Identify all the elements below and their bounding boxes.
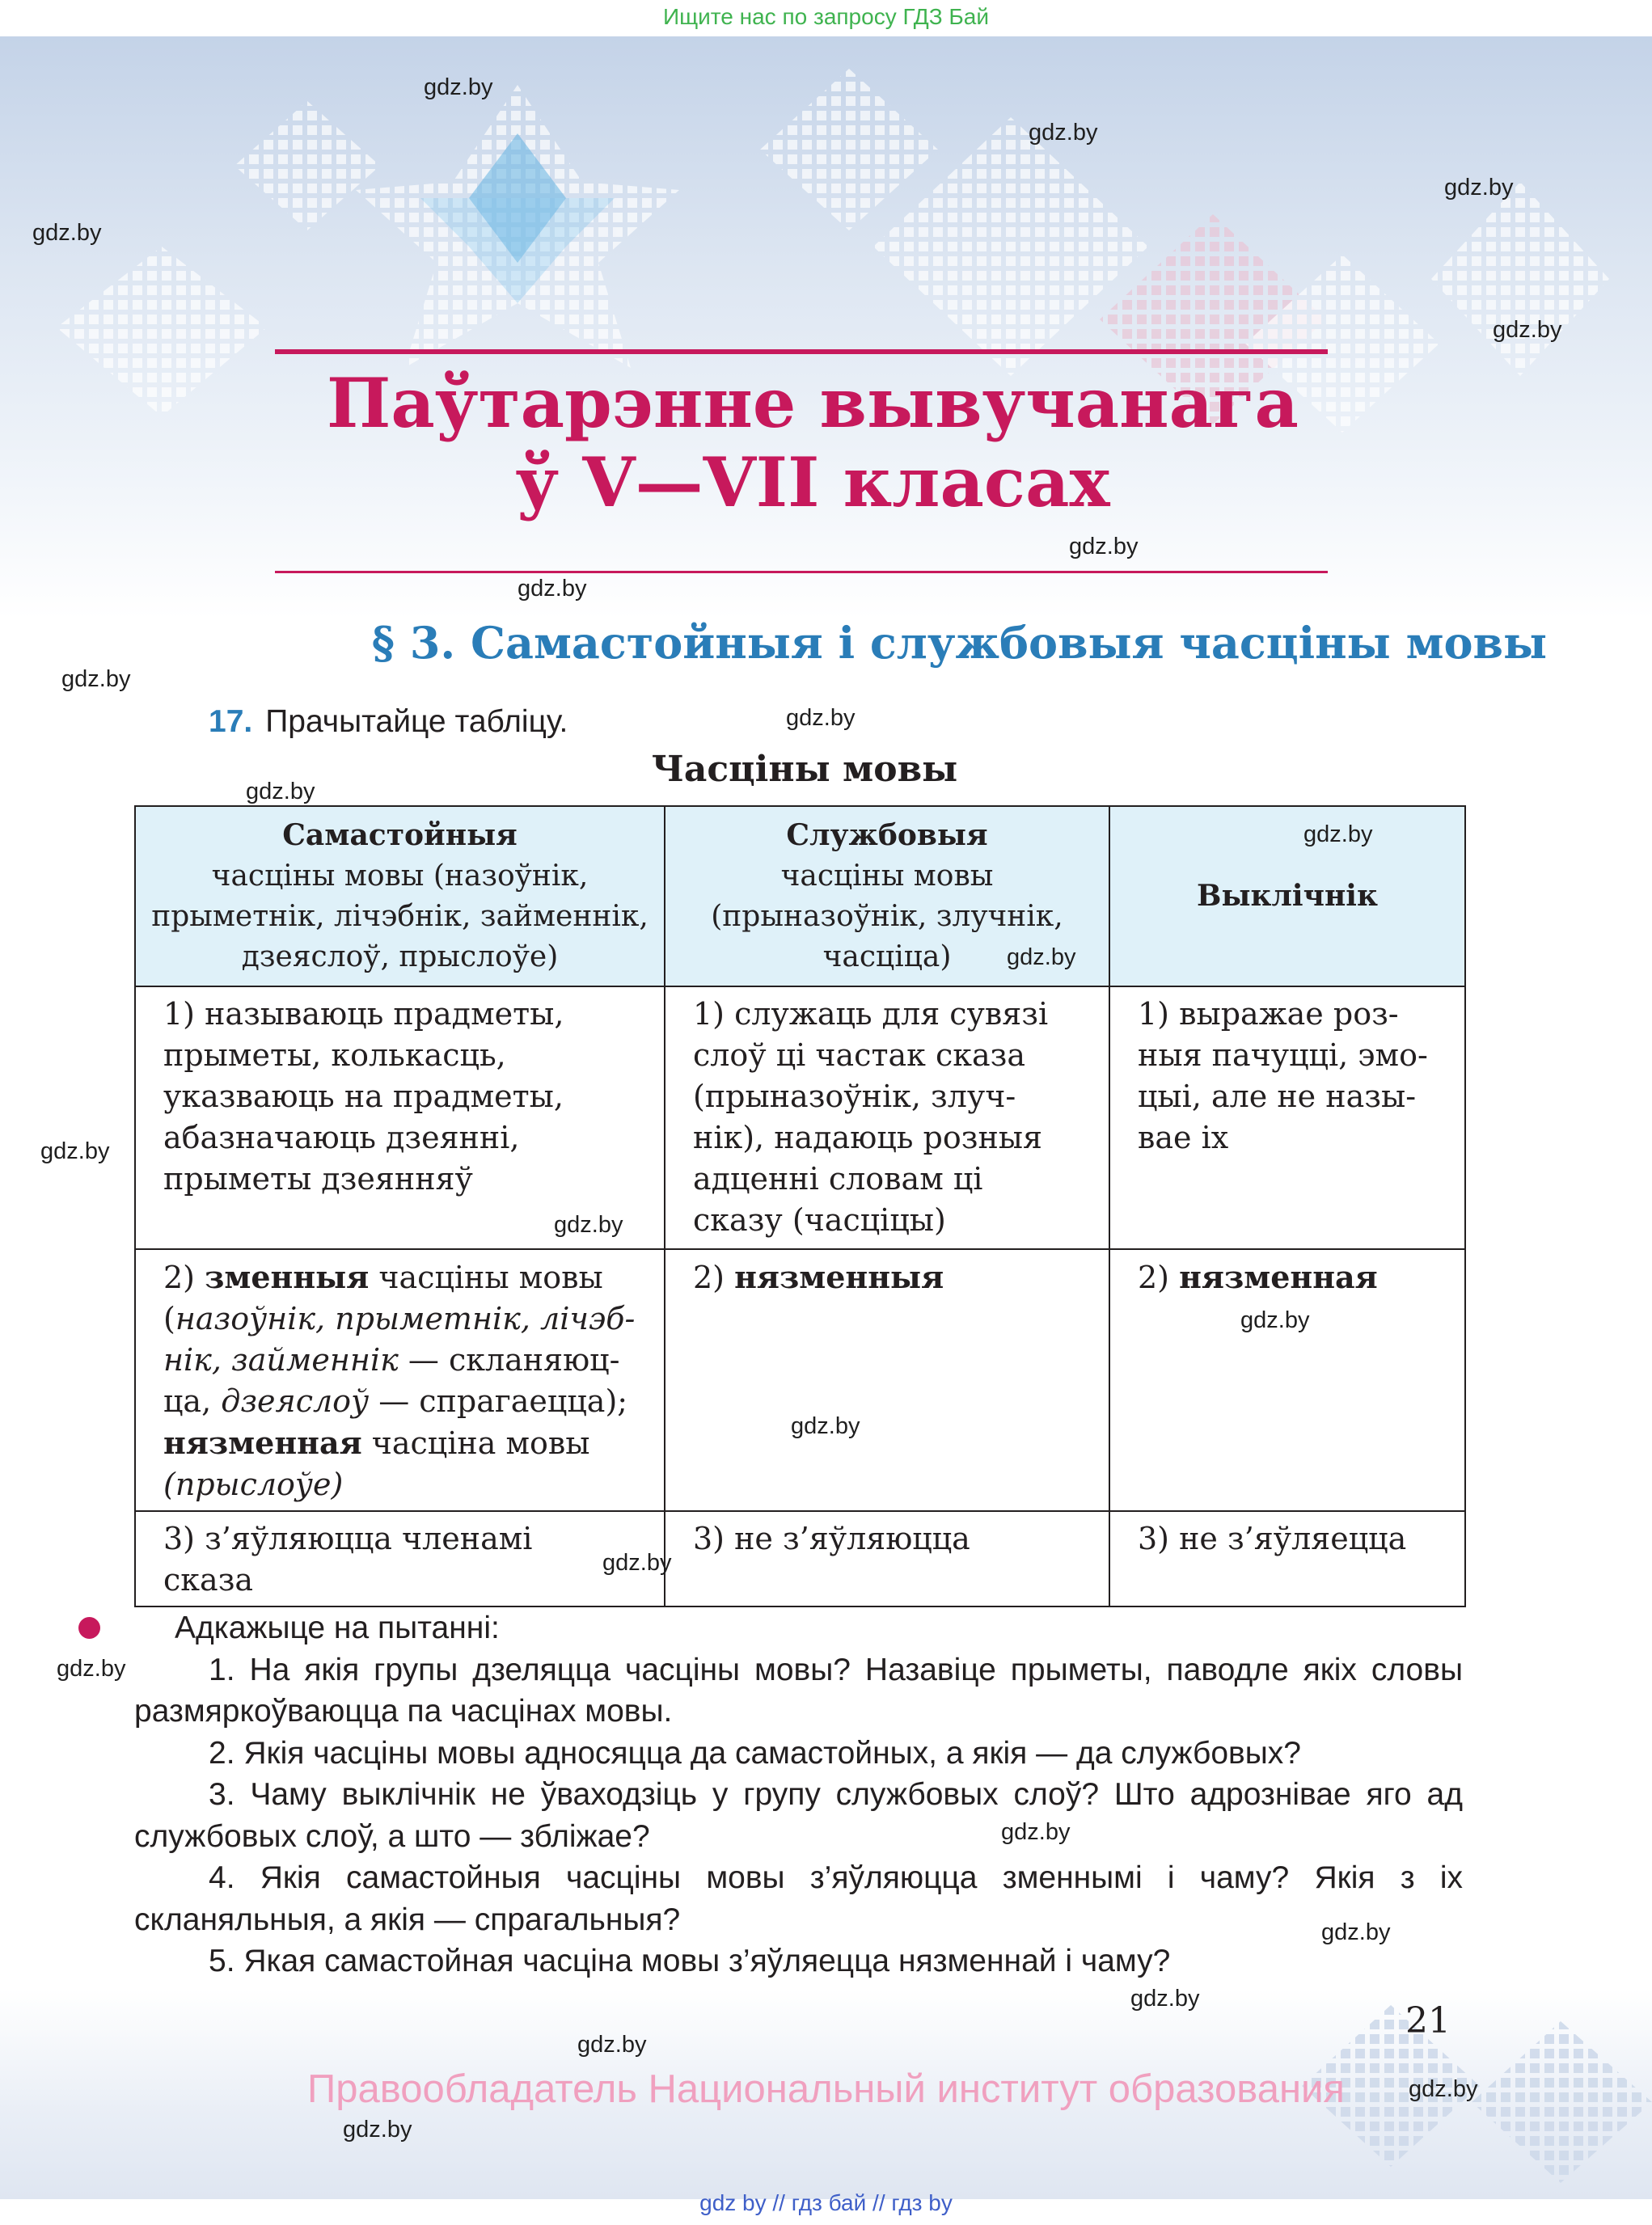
cell-italic: нік, займеннік [163,1342,399,1378]
watermark: gdz.by [1493,317,1562,343]
cell-line: (прыназоўнік, злуч- [693,1079,1016,1114]
cell-text: 2) [163,1260,205,1295]
table-cell [665,986,1109,1249]
cell-line: сказа [163,1562,254,1598]
section-title [0,614,1652,671]
header-line: часціны мовы (назоўнік, [211,859,589,893]
title-rule-bottom [275,571,1328,573]
cell-text: 2) [1138,1260,1180,1295]
questions-lead: Адкажыце на пытанні: [175,1611,500,1645]
exercise-17 [209,702,568,742]
cell-text: ( [163,1301,175,1336]
chapter-title-line-2: ў V—VII класах [515,442,1110,522]
table-row [135,1249,1465,1511]
questions-block [134,1607,1463,1982]
watermark: gdz.by [1069,534,1139,559]
cell-text: — скланяюц- [398,1342,620,1378]
cell-line: абазначаюць дзеянні, [163,1120,520,1155]
cell-bold: нязменная [1179,1259,1378,1295]
cell-line: 3) з’яўляюцца членамі [163,1521,533,1556]
header-title: Самастойныя [282,818,518,852]
chapter-title-line-1: Паўтарэнне вывучанага [327,363,1299,443]
cell-line: 1) служаць для сувязі [693,996,1049,1032]
header-ornament [0,36,1652,619]
watermark: gdz.by [32,220,102,246]
cell-bold: нязменная [163,1425,362,1461]
table-row [135,986,1465,1249]
watermark: gdz.by [1321,1919,1391,1945]
cell-line: вае іх [1138,1120,1229,1155]
table-caption: Часціны мовы [651,749,958,790]
cell-line: указваюць на прадметы, [163,1079,564,1114]
exercise-instruction: Прачытайце табліцу. [265,704,568,739]
cell-line: 3) не з’яўляецца [1138,1521,1407,1556]
watermark: gdz.by [40,1138,110,1164]
watermark: gdz.by [246,779,315,804]
header-interjection [1109,806,1465,986]
header-independent [135,806,665,986]
cell-italic: дзеяслоў [221,1383,370,1419]
header-line: часціца) [822,940,952,973]
watermark: gdz.by [1029,120,1098,146]
top-search-link[interactable]: Ищите нас по запросу ГДЗ Бай [662,4,990,29]
watermark: gdz.by [554,1212,623,1238]
table-cell [1109,1511,1465,1606]
cell-line: слоў ці частак сказа [693,1037,1026,1073]
cell-line: нік), надаюць розныя [693,1120,1043,1155]
copyright-watermark: Правообладатель Национальный институт образования [307,2067,1345,2111]
table-cell [665,1249,1109,1511]
header-line: (прыназоўнік, злучнік, [711,900,1063,933]
bullet-icon [78,1617,100,1639]
table-cell [1109,1249,1465,1511]
watermark: gdz.by [1409,2076,1478,2102]
cell-italic: (прыслоўе) [163,1467,344,1502]
title-rule-top [275,349,1328,354]
question-item: 1. На якія групы дзеляцца часціны мовы? Назавіце прыметы, паводле якіх словы размяркоўваюцца па часцінах мовы. [134,1652,1463,1729]
cell-bold: зменныя [205,1259,370,1295]
watermark: gdz.by [518,576,587,602]
question-item: 3. Чаму выклічнік не ўваходзіць у групу службовых слоў? Што адрознівае яго ад службовых слоў, а што — збліжае? [134,1777,1463,1854]
cell-line: ныя пачуцці, эмо- [1138,1037,1428,1073]
watermark: gdz.by [1007,944,1076,970]
cell-bold: нязменныя [734,1259,944,1295]
exercise-number: 17. [209,704,253,739]
cell-text: ца, [163,1383,222,1419]
cell-text: — спрагаецца); [369,1383,628,1419]
watermark: gdz.by [791,1413,860,1439]
table-cell [135,1511,665,1606]
cell-italic: назоўнік, прыметнік, лічэб- [175,1301,636,1336]
bottom-links[interactable]: gdz by // гдз бай // гдз by [699,2190,953,2215]
header-title: Службовыя [786,818,988,852]
table-cell [135,1249,665,1511]
table-header-row [135,806,1465,986]
table-cell [1109,986,1465,1249]
watermark: gdz.by [602,1550,672,1576]
cell-line: прыметы дзеянняў [163,1161,473,1197]
watermark: gdz.by [57,1656,126,1682]
watermark: gdz.by [61,666,131,692]
watermark: gdz.by [1303,821,1373,847]
cell-line: 1) выражае роз- [1138,996,1399,1032]
cell-text: 2) [693,1260,735,1295]
header-line: дзеяслоў, прыслоўе) [241,940,559,973]
watermark: gdz.by [1001,1819,1071,1845]
header-line: часціны мовы [780,859,994,893]
watermark: gdz.by [577,2032,647,2058]
watermark: gdz.by [1444,175,1514,201]
cell-line: сказу (часціцы) [693,1202,946,1238]
watermark: gdz.by [786,705,856,731]
section-title-text: § 3. Самастойныя і службовыя часціны мовы [371,617,1548,669]
watermark: gdz.by [1130,1986,1200,2012]
cell-line: прыметы, колькасць, [163,1037,506,1073]
table-row [135,1511,1465,1606]
header-line: прыметнік, лічэбнік, займеннік, [151,900,649,933]
cell-line: 3) не з’яўляюцца [693,1521,970,1556]
question-item: 4. Якія самастойныя часціны мовы з’яўляюцца зменнымі і чаму? Якія з іх скланяльныя, а якія — спрагальныя? [134,1860,1463,1937]
watermark: gdz.by [424,74,493,100]
cell-text: часціна мовы [361,1425,590,1461]
cell-line: 1) называюць прадметы, [163,996,564,1032]
cell-line: адценні словам ці [693,1161,983,1197]
page-number: 21 [1405,2000,1451,2041]
watermark: gdz.by [1240,1307,1310,1333]
chapter-title [267,364,1358,522]
table-cell [665,1511,1109,1606]
cell-line: цыі, але не назы- [1138,1079,1417,1114]
question-item: 5. Якая самастойная часціна мовы з’яўляецца нязменнай і чаму? [209,1944,1171,1978]
watermark: gdz.by [343,2117,412,2143]
header-title: Выклічнік [1197,879,1378,913]
question-item: 2. Якія часціны мовы адносяцца да самастойных, а якія — да службовых? [209,1735,1301,1771]
cell-text: часціны мовы [369,1260,603,1295]
parts-of-speech-table [134,805,1466,1607]
